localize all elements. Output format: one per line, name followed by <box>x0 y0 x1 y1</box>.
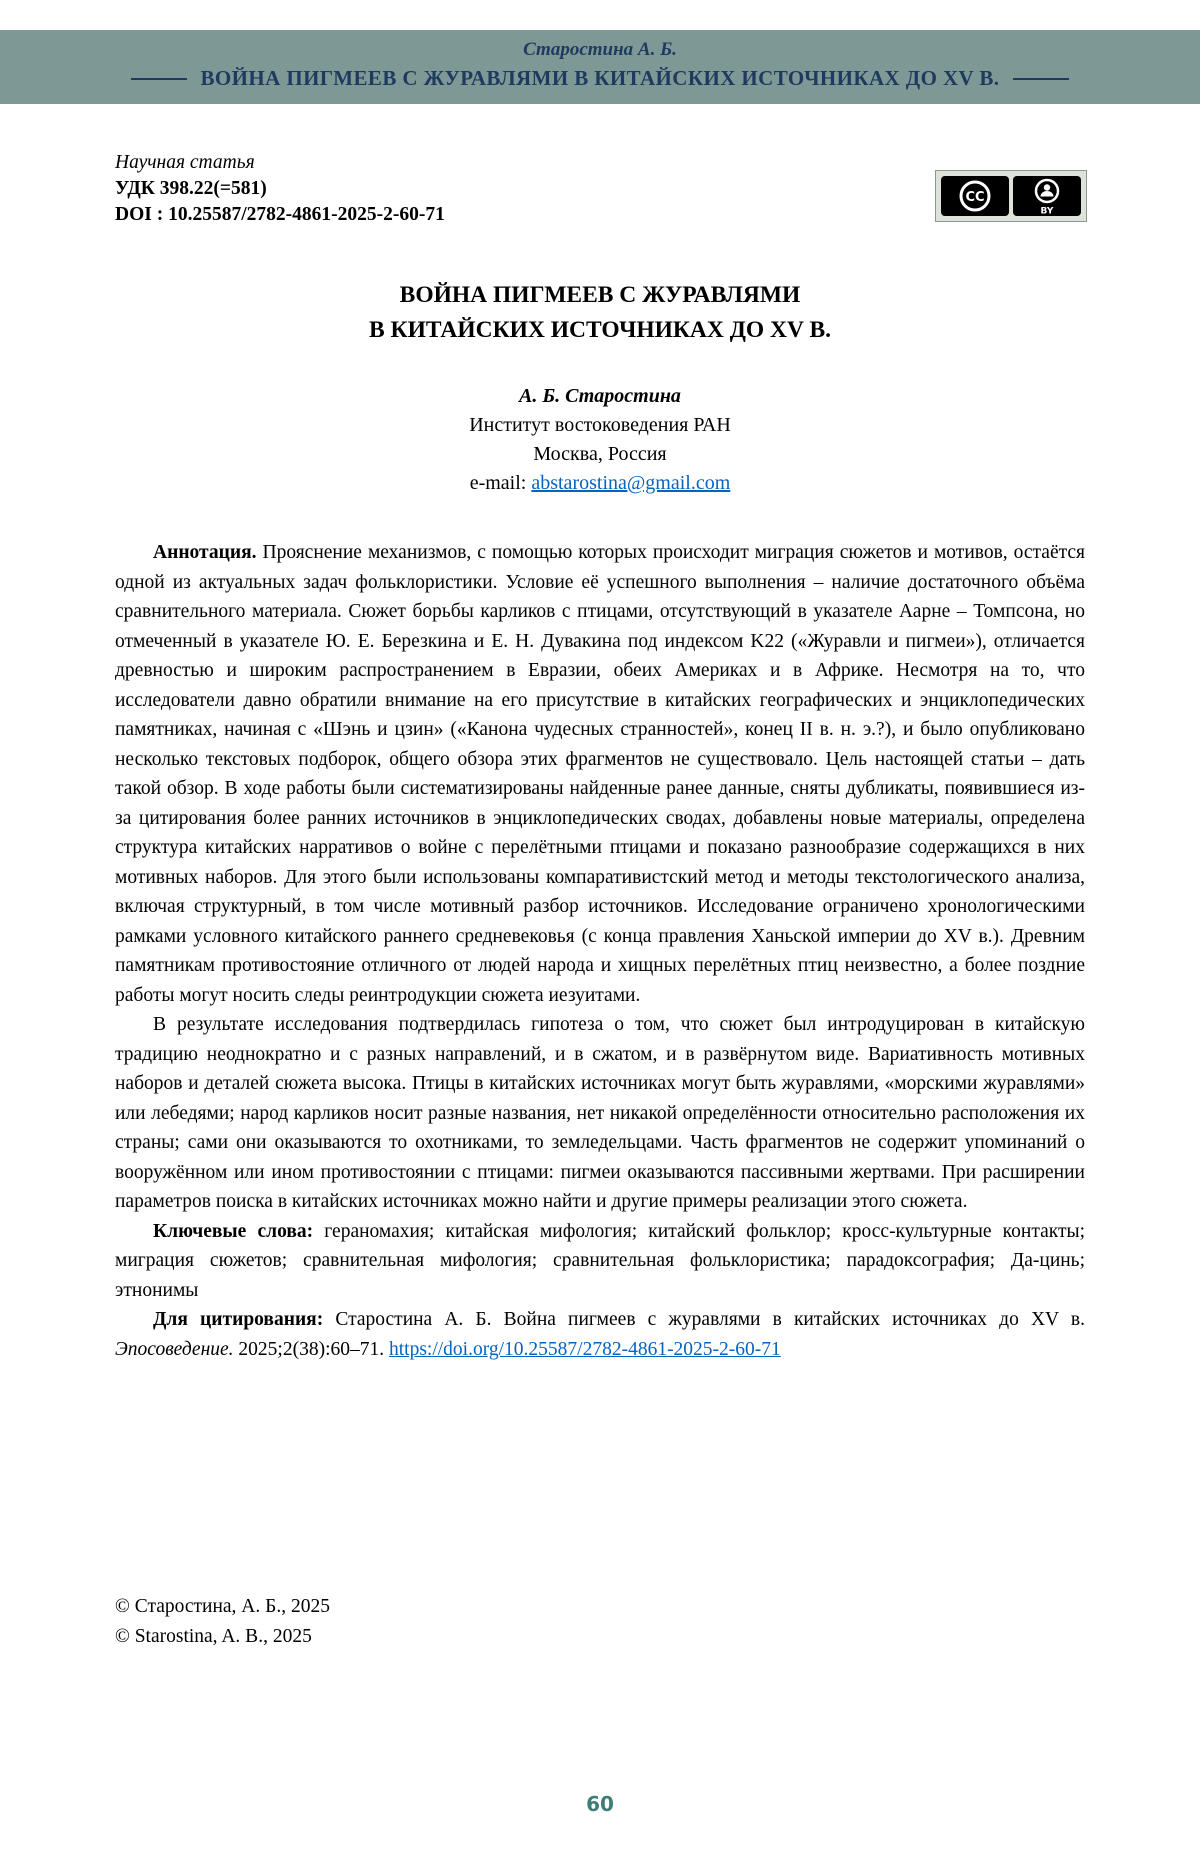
copyright-block <box>115 1592 1200 1652</box>
doi-line: DOI : 10.25587/2782-4861-2025-2-60-71 <box>115 204 445 225</box>
running-header-author: Старостина А. Б. <box>523 39 677 60</box>
cc-icon-label: CC <box>965 190 985 205</box>
citation-doi-link[interactable]: https://doi.org/10.25587/2782-4861-2025-2-60-71 <box>389 1338 781 1360</box>
running-header-title: ВОЙНА ПИГМЕЕВ С ЖУРАВЛЯМИ В КИТАЙСКИХ ИСТОЧНИКАХ ДО XV В. <box>200 66 1000 90</box>
udk-number: УДК 398.22(=581) <box>115 178 267 199</box>
running-header-title-row <box>0 66 1200 91</box>
cc-icon <box>941 176 1009 216</box>
keywords-text: гераномахия; китайская мифология; китайский фольклор; кросс-культурные контакты; миграция сюжетов; сравнительная мифология; сравнительная фольклористика; парадоксография; Да-цинь; этнонимы <box>115 1220 1086 1301</box>
author-affiliation: Институт востоковедения РАН <box>469 414 731 436</box>
author-city: Москва, Россия <box>533 443 667 465</box>
email-link[interactable]: abstarostina@gmail.com <box>531 472 731 494</box>
page-number: 60 <box>586 1792 614 1816</box>
citation-journal-name: Эпосоведение. <box>115 1338 234 1360</box>
keywords-label: Ключевые слова: <box>153 1220 314 1242</box>
header-rule-right <box>1013 78 1069 80</box>
copyright-line-ru: © Старостина, А. Б., 2025 <box>115 1596 330 1617</box>
citation-text-after: 2025;2(38):60–71. <box>233 1338 389 1360</box>
article-body <box>115 538 1085 1364</box>
author-block <box>0 382 1200 498</box>
abstract-text: Прояснение механизмов, с помощью которых происходит миграция сюжетов и мотивов, остаётся одной из актуальных задач фольклористики. Условие её успешного выполнения – наличие достаточного объёма сравнительного материала. Сюжет борьбы карликов с птицами, отсутствующий в указателе Аарне – Томпсона, но отмеченный в указателе Ю. Е. Березкина и Е. Н. Дувакина под индексом K22 («Журавли и пигмеи»), отличается древностью и широким распространением в Евразии, обеих Америках и в Африке. Несмотря на то, что исследователи давно обратили внимание на его присутствие в китайских географических и энциклопедических памятниках, начиная с «Шэнь и цзин» («Канона чудесных странностей», конец II в. н. э.?), и было опубликовано несколько текстовых подборок, общего обзора этих фрагментов не существовало. Цель настоящей статьи – дать такой обзор. В ходе работы были систематизированы найденные ранее данные, сняты дубликаты, появившиеся из-за цитирования более ранних источников в энциклопедических сводах, добавлены новые материалы, определена структура китайских нарративов о войне с перелётными птицами и показано разнообразие содержащихся в них мотивных наборов. Для этого были использованы компаративистский метод и методы текстологического анализа, включая структурный, в том числе мотивный разбор источников. Исследование ограничено хронологическими рамками условного китайского раннего средневековья (с конца правления Ханьской империи до XV в.). Древним памятникам противостояние отличного от людей народа и хищных перелётных птиц неизвестно, а более поздние работы могут носить следы реинтродукции сюжета иезуитами. <box>115 542 1085 1006</box>
cc-by-license-badge <box>935 170 1087 222</box>
attribution-person-icon <box>1013 176 1081 217</box>
article-type-label: Научная статья <box>115 152 255 173</box>
header-rule-left <box>131 78 187 80</box>
citation-paragraph <box>115 1305 1085 1364</box>
abstract-label: Аннотация. <box>153 542 257 563</box>
abstract-paragraph <box>115 538 1085 1010</box>
author-email-line <box>0 469 1200 498</box>
article-title-line2: В КИТАЙСКИХ ИСТОЧНИКАХ ДО XV В. <box>369 317 831 343</box>
results-paragraph: В результате исследования подтвердилась гипотеза о том, что сюжет был интродуцирован в китайскую традицию неоднократно и с разных направлений, и в сжатом, и в развёрнутом виде. Вариативность мотивных наборов и деталей сюжета высока. Птицы в китайских источниках могут быть журавлями, «морскими журавлями» или лебедями; народ карликов носит разные названия, нет никакой определённости относительно расположения их страны; сами они оказываются то охотниками, то земледельцами. Часть фрагментов не содержит упоминаний о вооружённом или ином противостоянии с птицами: пигмеи оказываются пассивными жертвами. При расширении параметров поиска в китайских источниках можно найти и другие примеры реализации этого сюжета. <box>115 1014 1085 1212</box>
running-header <box>0 30 1200 104</box>
article-title-line1: ВОЙНА ПИГМЕЕВ С ЖУРАВЛЯМИ <box>399 282 801 308</box>
article-title <box>0 278 1200 348</box>
citation-label: Для цитирования: <box>153 1309 324 1330</box>
email-label: e-mail: <box>469 472 532 494</box>
by-label: BY <box>1040 206 1054 217</box>
copyright-line-en: © Starostina, A. B., 2025 <box>115 1626 312 1647</box>
citation-text-before: Старостина А. Б. Война пигмеев с журавлями в китайских источниках до XV в. <box>323 1309 1085 1330</box>
cc-by-badge-graphic <box>935 170 1087 222</box>
author-name: А. Б. Старостина <box>519 385 681 407</box>
keywords-paragraph <box>115 1217 1085 1306</box>
